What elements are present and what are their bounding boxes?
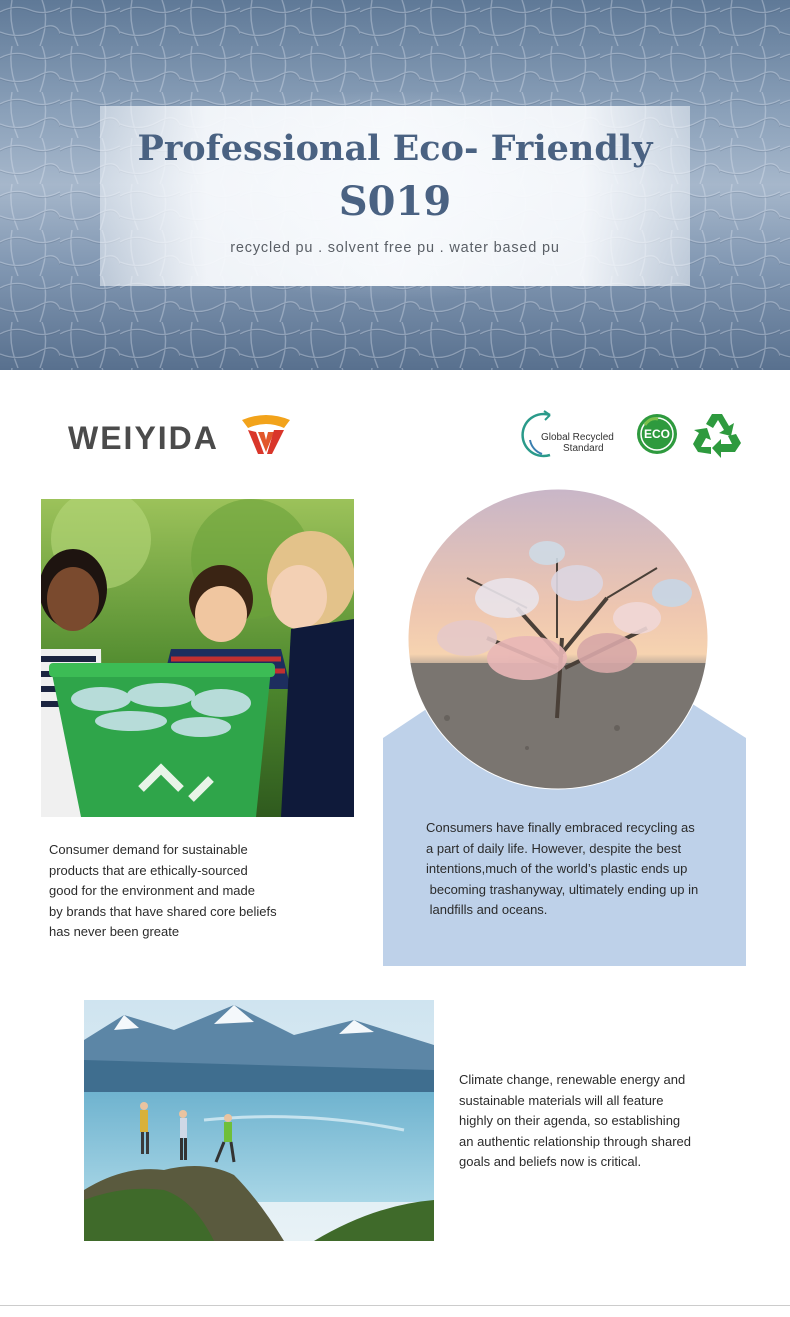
demand-paragraph: Consumer demand for sustainable products that are ethically-sourced good for the environment and made by brands that have shared core beliefs has never been greate bbox=[49, 842, 277, 939]
hikers-lake-photo bbox=[84, 1000, 434, 1241]
recycle-icon bbox=[692, 412, 742, 458]
brand-name: WEIYIDA bbox=[68, 420, 219, 456]
plastic-tree-photo bbox=[407, 488, 709, 790]
eco-label: ECO bbox=[643, 427, 670, 441]
grs-label-line1: Global Recycled bbox=[541, 432, 614, 443]
material-tags: recycled pu . solvent free pu . water based pu bbox=[230, 240, 560, 256]
kids-recycling-photo bbox=[41, 499, 354, 817]
recycling-paragraph: Consumers have finally embraced recycling as a part of daily life. However, despite the best intentions,much of the world’s plastic ends up becoming trashanyway, ultimately ending up in landfills and oceans. bbox=[426, 820, 699, 917]
grs-label-line2: Standard bbox=[563, 443, 604, 454]
hero-banner bbox=[0, 0, 790, 370]
bottom-divider bbox=[0, 1305, 790, 1306]
climate-paragraph: Climate change, renewable energy and sustainable materials will all feature highly on their agenda, so establishing an authentic relationship through shared goals and beliefs now is critical. bbox=[459, 1072, 691, 1169]
product-code: S019 bbox=[338, 178, 452, 225]
hero-title: Professional Eco- Friendly bbox=[137, 128, 653, 169]
weiyida-logo-icon bbox=[240, 414, 292, 456]
